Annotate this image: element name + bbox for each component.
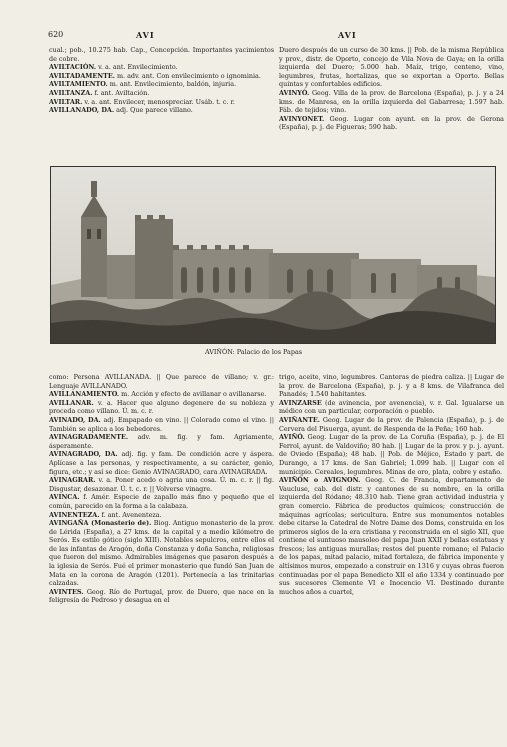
entry-headword: AVIÑÓN o AVIGNON. xyxy=(279,476,361,485)
entry xyxy=(49,476,274,493)
entry xyxy=(279,416,504,433)
entry xyxy=(279,373,504,399)
entry xyxy=(49,493,274,510)
entry-text: f. ant. Aviltación. xyxy=(92,88,150,97)
entry xyxy=(279,46,504,89)
entry xyxy=(49,373,274,390)
entry-headword: AVILLANADO, DA. xyxy=(49,106,115,115)
entry-text: trigo, aceite, vino, legumbres. Canteras de piedra caliza. || Lugar de la prov. de Barcelona (España), p. j. y a 8 kms. de Vilafranca del Panadés; 1.540 habitantes. xyxy=(279,373,504,399)
entry-text: m. ant. Envilecimiento, baldón, injuria. xyxy=(107,80,237,89)
entry-text: como: Persona AVILLANADA. || Que parece de villano; v. gr.: Lenguaje AVILLANADO. xyxy=(49,373,274,390)
entry-headword: AVILTADAMENTE. xyxy=(49,71,115,80)
entry-headword: AVILTACIÓN. xyxy=(49,63,97,72)
entry xyxy=(49,433,274,450)
entry xyxy=(279,433,504,476)
column-top-left xyxy=(49,46,274,164)
entry-text: m. adv. ant. Con envilecimiento o ignominia. xyxy=(114,71,261,80)
column-top-right xyxy=(279,46,504,164)
entry-headword: AVINENTEZA. xyxy=(49,510,100,519)
entry-text: v. a. ant. Envilecer, menospreciar. Usáb. t. c. r. xyxy=(82,97,235,106)
palace-illustration xyxy=(51,167,495,343)
entry xyxy=(49,98,274,107)
entry xyxy=(49,72,274,81)
entry xyxy=(279,115,504,132)
entry-text: Biog. Antiguo monasterio de la prov. de Lérida (España), a 27 kms. de la capital y a medio kilómetro de Serós. Es estilo gótico (siglo XIII). Notables sepulcros, entre ellos el de las infantas de Aragón, doña Constanza y doña Sancha, religiosas que fueron del mismo. Admirables imágenes que pasaron después a la iglesia de Serós. Fué el primer monasterio que fundó San Juan de Mata en la corona de Aragón (1201). Pertenecía a las trinitarias calzadas. xyxy=(49,519,274,588)
figure-caption: AVIÑÓN: Palacio de los Papas xyxy=(204,348,303,356)
entry-headword: AVINYONET. xyxy=(279,114,325,123)
column-bottom-right xyxy=(279,373,504,728)
entry-text: adv. m. fig. y fam. Agriamente, ásperamente. xyxy=(49,433,274,450)
entry-headword: AVINAGRADO, DA. xyxy=(49,450,118,459)
entry-text: Duero después de un curso de 30 kms. || Pob. de la misma República y prov., distr. de Oporto, concejo de Vila Nova de Gaya; en la orilla izquierda del Duero; 5.000 hab. Maíz, trigo, centeno, vino, legumbres, frutas, hortalizas, que se exportan a Oporto. Bellas quintas y confortables edificios. xyxy=(279,46,504,89)
entry-headword: AVILLANAMIENTO. xyxy=(49,390,120,399)
entry-text: v. a. Poner acedo o agria una cosa. Ú. m. c. r. || fig. Disgustar, desazonar. Ú. t. c. r. || Volverse vinagre. xyxy=(49,476,274,493)
photo-palace-of-popes xyxy=(50,166,496,344)
running-head-left: AVI xyxy=(136,30,155,40)
page-number: 620 xyxy=(48,30,64,39)
entry-text: Geog. Lugar de la prov. de Palencia (España), p. j. de Cervera del Pisuerga, ayunt. de Respenda de la Peña; 160 hab. xyxy=(279,415,504,433)
entry xyxy=(49,46,274,63)
column-bottom-left xyxy=(49,373,274,728)
entry-headword: AVINZARSE xyxy=(279,398,322,407)
entry-headword: AVILTAR. xyxy=(49,97,83,106)
entry-text: m. Acción y efecto de avillanar o avillanarse. xyxy=(119,390,267,399)
entry xyxy=(279,476,504,596)
entry-text: cual.; pob., 10.275 hab. Cap., Concepción. Importantes yacimientos de cobre. xyxy=(49,46,274,63)
entry xyxy=(49,511,274,520)
entry xyxy=(49,80,274,89)
entry-headword: AVILLANAR. xyxy=(49,398,94,407)
entry-text: Geog. Río de Portugal, prov. de Duero, que nace en la feligresía de Pedroso y desagua en el xyxy=(49,587,274,605)
entry-headword: AVINAGRAR. xyxy=(49,476,96,485)
entry-headword: AVIÑÓ. xyxy=(279,433,305,442)
entry xyxy=(49,416,274,433)
entry-headword: AVINYÓ. xyxy=(279,88,310,97)
entry-headword: AVIÑANTE. xyxy=(279,415,320,424)
entry-text: Geog. C. de Francia, departamento de Vaucluse, cab. del distr. y cantones de su nombre, en la orilla izquierda del Ródano; 48.310 hab. Tiene gran actividad industria y gran comercio. Fábrica de productos químicos; construcción de máquinas agrícolas; sericultura. Entre sus monumentos notables debe citarse la Catedral de Notre Dame des Doms, construida en los primeros siglos de la era cristiana y reconstruida en el siglo XII, que contiene el suntuoso mausoleo del papa Juan XXII y bellas estatuas y frescos; las antiguas murallas; restos del puente romano; el Palacio de los papas, mitad palacio, mitad fortaleza, de fábrica imponente y altísimos muros, empezado a construir en 1316 y cuyas obras fueron continuadas por el papa Benedicto XII el año 1334 y continuado por sus sucesores Clemente VI e Inocencio VI. Destinado durante muchos años a cuartel, xyxy=(279,476,504,596)
entry-text: Geog. Lugar de la prov. de La Coruña (España), p. j. de El Ferrol, ayunt. de Valdoviño; 80 hab. || Lugar de la prov. y p. j. ayunt. de Oviedo (España); 48 hab. || Pob. de Méjico, Estado y part. de Durango, a 17 kms. de San Gabriel; 1.099 hab. || Lugar con el municipio. Cereales, legumbres. Minas de oro, plata, cobre y estaño. xyxy=(279,433,504,476)
entry-text: v. a. ant. Envilecimiento. xyxy=(96,63,178,72)
entry-text: f. Amér. Especie de zapallo más fino y pequeño que el común, parecido en la forma a la calabaza. xyxy=(49,493,274,510)
entry xyxy=(49,89,274,98)
entry xyxy=(279,89,504,115)
running-header xyxy=(48,30,477,42)
entry-headword: AVILTAMIENTO. xyxy=(49,80,108,89)
entry-text: (de avinencia, por avenencia), v. r. Gal. Igualarse un médico con un particular, corporación o pueblo. xyxy=(279,398,504,416)
entry xyxy=(49,390,274,399)
entry-headword: AVINADO, DA. xyxy=(49,415,101,424)
entry-headword: AVINGAÑA (Monasterio de). xyxy=(49,519,152,528)
entry xyxy=(49,519,274,588)
entry-headword: AVINAGRADAMENTE. xyxy=(49,433,129,442)
entry-text: Geog. Lugar con ayunt. en la prov. de Gerona (España), p. j. de Figueras; 590 hab. xyxy=(279,114,504,132)
entry-text: f. ant. Avenenteza. xyxy=(99,510,162,519)
entry-text: adj. Empapado en vino. || Colorado como el vino. || También se aplica a los bebedores. xyxy=(49,415,274,433)
entry-headword: AVILTANZA. xyxy=(49,88,93,97)
entry xyxy=(49,106,274,115)
running-head-right: AVI xyxy=(338,30,357,40)
entry xyxy=(49,63,274,72)
entry-text: adj. Que parece villano. xyxy=(114,106,193,115)
entry-text: Geog. Villa de la prov. de Barcelona (España), p. j. y a 24 kms. de Manresa, en la orilla izquierda del Gabarresa; 1.597 hab. Fáb. de tejidos; vino. xyxy=(279,88,504,115)
entry-text: v. a. Hacer que alguno degenere de su nobleza y proceda como villano. Ú. m. c. r. xyxy=(49,398,274,416)
entry-headword: AVINCA. xyxy=(49,493,80,502)
entry-headword: AVINTES. xyxy=(49,587,84,596)
entry xyxy=(49,399,274,416)
entry-text: adj. fig. y fam. De condición acre y áspera. Aplícase a las personas, y respectivamente, a su carácter, genio, figura, etc.; y así se dice: Genio AVINAGRADO, cara AVINAGRADA. xyxy=(49,450,274,476)
entry xyxy=(49,450,274,476)
entry xyxy=(279,399,504,416)
entry xyxy=(49,588,274,605)
